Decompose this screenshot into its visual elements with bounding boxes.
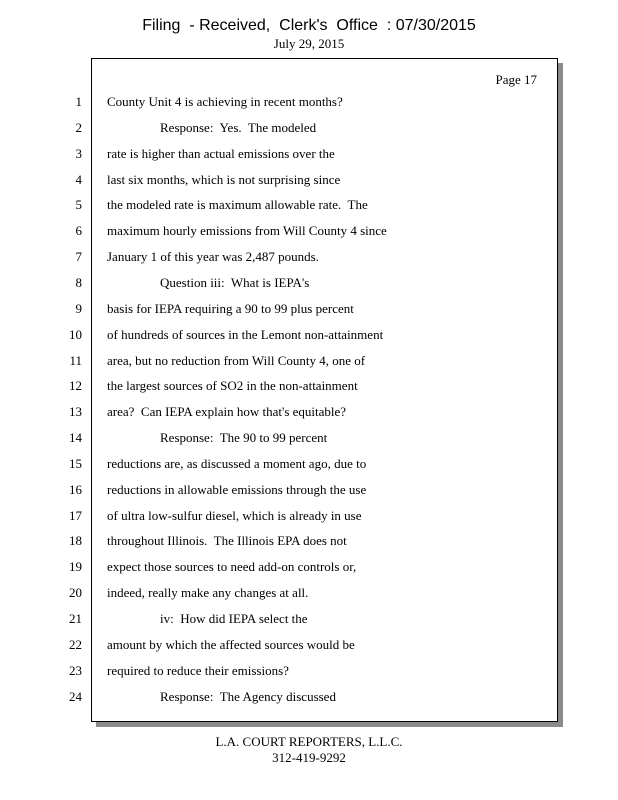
line-number: 24	[69, 688, 82, 704]
line-number: 23	[69, 662, 82, 678]
transcript-line: amount by which the affected sources would be	[107, 636, 355, 652]
transcript-line: reductions in allowable emissions through the use	[107, 481, 367, 497]
page-number: Page 17	[495, 72, 537, 87]
line-number: 15	[69, 455, 82, 471]
transcript-line: maximum hourly emissions from Will County 4 since	[107, 223, 387, 239]
transcript-line: January 1 of this year was 2,487 pounds.	[107, 249, 319, 265]
transcript-line: rate is higher than actual emissions over the	[107, 145, 335, 161]
transcript-line: throughout Illinois. The Illinois EPA does not	[107, 533, 347, 549]
line-number: 9	[75, 300, 82, 316]
transcript-line: Question iii: What is IEPA's	[160, 274, 310, 290]
line-number: 6	[75, 223, 82, 239]
filing-stamp: Filing - Received, Clerk's Office : 07/30/2015	[142, 17, 476, 34]
transcript-line: indeed, really make any changes at all.	[107, 585, 309, 601]
line-number: 2	[75, 119, 82, 135]
line-number: 10	[69, 326, 82, 342]
footer-phone: 312-419-9292	[272, 750, 346, 765]
line-number: 8	[75, 274, 82, 290]
transcript-line: of hundreds of sources in the Lemont non-attainment	[107, 326, 384, 342]
transcript-date: July 29, 2015	[273, 36, 345, 51]
transcript-line: basis for IEPA requiring a 90 to 99 plus percent	[107, 300, 354, 316]
transcript-line: expect those sources to need add-on controls or,	[107, 559, 357, 575]
line-number: 3	[75, 145, 82, 161]
line-number: 16	[69, 481, 82, 497]
transcript-line: Response: The 90 to 99 percent	[160, 430, 328, 446]
line-number: 19	[69, 559, 82, 575]
transcript-line: Response: Yes. The modeled	[160, 119, 317, 135]
line-number: 4	[75, 171, 82, 187]
line-number: 11	[69, 352, 82, 368]
line-number: 7	[75, 249, 82, 265]
transcript-line: area, but no reduction from Will County 4, one of	[107, 352, 366, 368]
transcript-line: reductions are, as discussed a moment ago, due to	[107, 455, 367, 471]
transcript-line: Response: The Agency discussed	[160, 688, 336, 704]
line-number: 20	[69, 585, 82, 601]
transcript-line: required to reduce their emissions?	[107, 662, 289, 678]
line-number: 18	[69, 533, 82, 549]
transcript-line: last six months, which is not surprising since	[107, 171, 341, 187]
transcript-line: of ultra low-sulfur diesel, which is already in use	[107, 507, 362, 523]
transcript-line: the largest sources of SO2 in the non-attainment	[107, 378, 358, 394]
line-number: 13	[69, 404, 82, 420]
line-number: 1	[75, 94, 82, 109]
line-number: 17	[69, 507, 82, 523]
line-number: 12	[69, 378, 82, 394]
transcript-line: area? Can IEPA explain how that's equitable?	[107, 404, 347, 420]
transcript-line: iv: How did IEPA select the	[160, 611, 308, 626]
line-number: 22	[69, 636, 82, 652]
transcript-line: the modeled rate is maximum allowable rate. The	[107, 197, 368, 213]
transcript-line: County Unit 4 is achieving in recent months?	[107, 94, 343, 109]
footer-company: L.A. COURT REPORTERS, L.L.C.	[215, 734, 403, 749]
line-number: 14	[69, 430, 82, 446]
line-number: 5	[75, 197, 82, 213]
line-number: 21	[69, 611, 82, 626]
